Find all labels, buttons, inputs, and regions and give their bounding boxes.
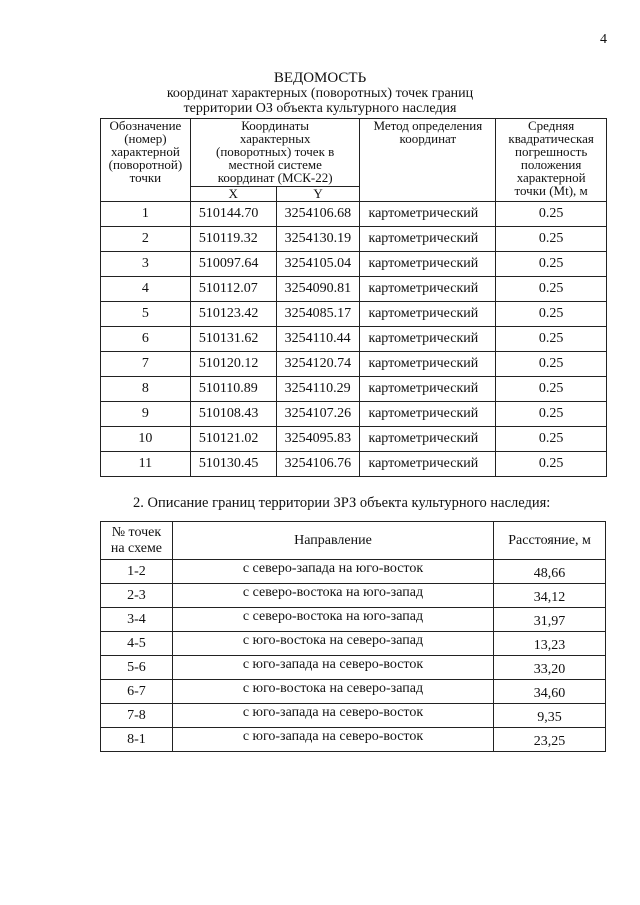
table-row bbox=[101, 584, 606, 608]
coord-y-cell: 3254106.76 bbox=[276, 452, 360, 477]
error-cell: 0.25 bbox=[496, 327, 607, 352]
table-row bbox=[101, 728, 606, 752]
error-cell: 0.25 bbox=[496, 377, 607, 402]
table-row bbox=[101, 402, 607, 427]
method-cell: картометрический bbox=[360, 452, 496, 477]
error-cell: 0.25 bbox=[496, 252, 607, 277]
header-points: № точек на схеме bbox=[101, 522, 173, 560]
table-row bbox=[101, 656, 606, 680]
table-row bbox=[101, 608, 606, 632]
coord-x-cell: 510108.43 bbox=[190, 402, 276, 427]
header-method: Метод определения координат bbox=[360, 119, 496, 202]
direction-cell: с юго-запада на северо-восток bbox=[172, 728, 493, 752]
direction-cell: с северо-востока на юго-запад bbox=[172, 584, 493, 608]
coord-x-cell: 510119.32 bbox=[190, 227, 276, 252]
points-cell: 6-7 bbox=[101, 680, 173, 704]
coord-x-cell: 510110.89 bbox=[190, 377, 276, 402]
header-direction: Направление bbox=[172, 522, 493, 560]
header-point: Обозначение (номер) характерной (поворотной) точки bbox=[101, 119, 191, 202]
coord-y-cell: 3254110.29 bbox=[276, 377, 360, 402]
point-number-cell: 5 bbox=[101, 302, 191, 327]
coord-x-cell: 510112.07 bbox=[190, 277, 276, 302]
points-cell: 8-1 bbox=[101, 728, 173, 752]
point-number-cell: 2 bbox=[101, 227, 191, 252]
coord-y-cell: 3254105.04 bbox=[276, 252, 360, 277]
table-row bbox=[101, 560, 606, 584]
page-number: 4 bbox=[600, 32, 607, 47]
point-number-cell: 8 bbox=[101, 377, 191, 402]
coord-y-cell: 3254085.17 bbox=[276, 302, 360, 327]
table-row bbox=[101, 327, 607, 352]
distance-cell: 13,23 bbox=[494, 632, 606, 656]
method-cell: картометрический bbox=[360, 277, 496, 302]
distance-cell: 23,25 bbox=[494, 728, 606, 752]
method-cell: картометрический bbox=[360, 302, 496, 327]
document-title bbox=[0, 71, 640, 116]
title-line-2: координат характерных (поворотных) точек границ bbox=[166, 86, 474, 101]
point-number-cell: 6 bbox=[101, 327, 191, 352]
table-row bbox=[101, 704, 606, 728]
points-cell: 5-6 bbox=[101, 656, 173, 680]
direction-cell: с юго-востока на северо-запад bbox=[172, 632, 493, 656]
coord-x-cell: 510123.42 bbox=[190, 302, 276, 327]
coord-y-cell: 3254090.81 bbox=[276, 277, 360, 302]
coord-y-cell: 3254107.26 bbox=[276, 402, 360, 427]
header-x: X bbox=[190, 187, 276, 202]
title-main: ВЕДОМОСТЬ bbox=[273, 70, 367, 86]
error-cell: 0.25 bbox=[496, 202, 607, 227]
method-cell: картометрический bbox=[360, 252, 496, 277]
method-cell: картометрический bbox=[360, 427, 496, 452]
coord-x-cell: 510120.12 bbox=[190, 352, 276, 377]
method-cell: картометрический bbox=[360, 352, 496, 377]
coord-x-cell: 510097.64 bbox=[190, 252, 276, 277]
table-row bbox=[101, 377, 607, 402]
distance-cell: 34,12 bbox=[494, 584, 606, 608]
table-row bbox=[101, 452, 607, 477]
direction-cell: с юго-запада на северо-восток bbox=[172, 656, 493, 680]
points-cell: 2-3 bbox=[101, 584, 173, 608]
table-row bbox=[101, 227, 607, 252]
method-cell: картометрический bbox=[360, 327, 496, 352]
coord-x-cell: 510121.02 bbox=[190, 427, 276, 452]
direction-cell: с северо-востока на юго-запад bbox=[172, 608, 493, 632]
header-y: Y bbox=[276, 187, 360, 202]
boundary-table bbox=[100, 521, 606, 752]
points-cell: 7-8 bbox=[101, 704, 173, 728]
point-number-cell: 4 bbox=[101, 277, 191, 302]
error-cell: 0.25 bbox=[496, 277, 607, 302]
header-distance: Расстояние, м bbox=[494, 522, 606, 560]
table-row bbox=[101, 252, 607, 277]
coord-y-cell: 3254130.19 bbox=[276, 227, 360, 252]
table-row bbox=[101, 302, 607, 327]
coord-y-cell: 3254110.44 bbox=[276, 327, 360, 352]
points-cell: 3-4 bbox=[101, 608, 173, 632]
error-cell: 0.25 bbox=[496, 402, 607, 427]
method-cell: картометрический bbox=[360, 377, 496, 402]
error-cell: 0.25 bbox=[496, 452, 607, 477]
point-number-cell: 3 bbox=[101, 252, 191, 277]
error-cell: 0.25 bbox=[496, 427, 607, 452]
direction-cell: с юго-запада на северо-восток bbox=[172, 704, 493, 728]
table-row bbox=[101, 680, 606, 704]
points-cell: 1-2 bbox=[101, 560, 173, 584]
coord-x-cell: 510131.62 bbox=[190, 327, 276, 352]
section-2-heading: 2. Описание границ территории ЗРЗ объекта культурного наследия: bbox=[133, 495, 551, 511]
error-cell: 0.25 bbox=[496, 352, 607, 377]
error-cell: 0.25 bbox=[496, 227, 607, 252]
coordinates-table bbox=[100, 118, 607, 477]
points-cell: 4-5 bbox=[101, 632, 173, 656]
table-row bbox=[101, 277, 607, 302]
distance-cell: 34,60 bbox=[494, 680, 606, 704]
coord-x-cell: 510130.45 bbox=[190, 452, 276, 477]
distance-cell: 9,35 bbox=[494, 704, 606, 728]
title-line-3: территории ОЗ объекта культурного наследия bbox=[183, 101, 457, 116]
distance-cell: 33,20 bbox=[494, 656, 606, 680]
coord-y-cell: 3254095.83 bbox=[276, 427, 360, 452]
coord-y-cell: 3254120.74 bbox=[276, 352, 360, 377]
point-number-cell: 9 bbox=[101, 402, 191, 427]
header-error: Средняя квадратическая погрешность положения характерной точки (Mt), м bbox=[496, 119, 607, 202]
method-cell: картометрический bbox=[360, 402, 496, 427]
point-number-cell: 11 bbox=[101, 452, 191, 477]
table-row bbox=[101, 632, 606, 656]
header-coordinates: Координаты характерных (поворотных) точек в местной системе координат (МСК-22) bbox=[190, 119, 360, 187]
method-cell: картометрический bbox=[360, 227, 496, 252]
table-row bbox=[101, 427, 607, 452]
point-number-cell: 7 bbox=[101, 352, 191, 377]
point-number-cell: 1 bbox=[101, 202, 191, 227]
direction-cell: с северо-запада на юго-восток bbox=[172, 560, 493, 584]
distance-cell: 48,66 bbox=[494, 560, 606, 584]
method-cell: картометрический bbox=[360, 202, 496, 227]
table-row bbox=[101, 352, 607, 377]
error-cell: 0.25 bbox=[496, 302, 607, 327]
point-number-cell: 10 bbox=[101, 427, 191, 452]
distance-cell: 31,97 bbox=[494, 608, 606, 632]
coord-x-cell: 510144.70 bbox=[190, 202, 276, 227]
direction-cell: с юго-востока на северо-запад bbox=[172, 680, 493, 704]
coord-y-cell: 3254106.68 bbox=[276, 202, 360, 227]
table-row bbox=[101, 202, 607, 227]
